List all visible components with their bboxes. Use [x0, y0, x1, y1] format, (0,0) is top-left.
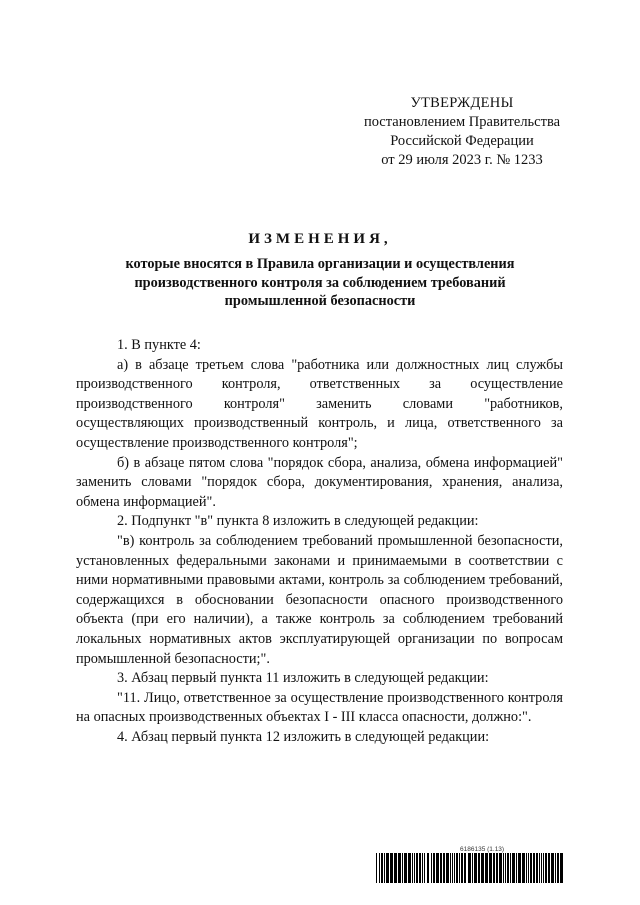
- barcode-icon: [376, 853, 564, 883]
- paragraph-3: б) в абзаце пятом слова "порядок сбора, анализа, обмена информацией" заменить словами "порядок сбора, документирования, хранения, анализа, обмена информацией".: [76, 454, 563, 510]
- approval-line-1: постановлением Правительства: [363, 114, 561, 130]
- paragraph-2: а) в абзаце третьем слова "работника или должностных лиц службы производственного контроля, ответственных за осуществление производственного контроля" заменить словами "работников, осуществляющих производственный контроль, и лица, ответственного за осуществление производственного контроля";: [76, 356, 563, 451]
- paragraph-4: 2. Подпункт "в" пункта 8 изложить в следующей редакции:: [117, 513, 479, 530]
- document-title: ИЗМЕНЕНИЯ,: [248, 231, 392, 247]
- paragraph-6: 3. Абзац первый пункта 11 изложить в следующей редакции:: [117, 670, 489, 687]
- paragraph-8: 4. Абзац первый пункта 12 изложить в следующей редакции:: [117, 728, 490, 745]
- paragraph-5: "в) контроль за соблюдением требований промышленной безопасности, установленных федеральными законами и принимаемыми в соответствии с ними нормативными правовыми актами, контроль за соблюдением требований, содержащихся в обосновании безопасности опасного производственного объекта (при его наличии), а также контроль за соблюдением требований локальных нормативных актов эксплуатирующей организации по вопросам промышленной безопасности;".: [76, 532, 563, 667]
- document-code: 6186135 (1.13): [460, 846, 505, 853]
- approval-line-3: от 29 июля 2023 г. № 1233: [381, 152, 543, 168]
- document-body: [76, 336, 563, 747]
- paragraph-1: 1. В пункте 4:: [117, 337, 201, 353]
- paragraph-7: "11. Лицо, ответственное за осуществление производственного контроля на опасных производственных объектах I - III класса опасности, должно:".: [76, 689, 563, 726]
- document-subtitle: которые вносятся в Правила организации и осуществления производственного контроля за соблюдением требований промышленной безопасности: [125, 256, 515, 309]
- approval-block: [352, 94, 572, 170]
- approval-stamp: УТВЕРЖДЕНЫ: [410, 95, 514, 111]
- approval-line-2: Российской Федерации: [390, 133, 534, 149]
